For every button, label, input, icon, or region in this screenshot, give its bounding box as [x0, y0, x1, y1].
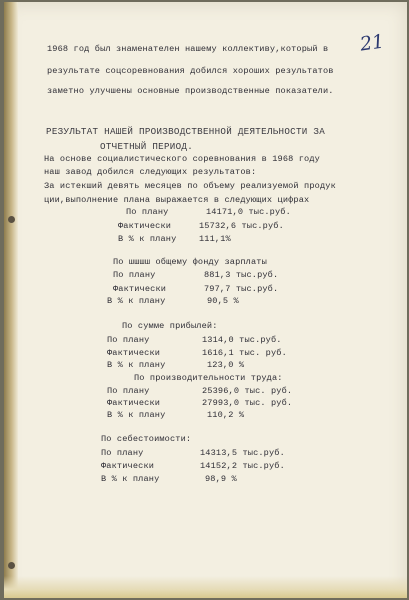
section-heading: ОТЧЕТНЫЙ ПЕРИОД.: [100, 141, 194, 152]
section-heading: РЕЗУЛЬТАТ НАШЕЙ ПРОИЗВОДСТВЕННОЙ ДЕЯТЕЛЬНОСТИ ЗА: [46, 126, 326, 137]
row-value: 27993,0 тыс. руб.: [202, 398, 293, 408]
row-label: По плану: [126, 207, 169, 217]
row-value: 111,1%: [199, 234, 231, 244]
binding-hole: [8, 562, 15, 569]
row-label: В % к плану: [107, 410, 166, 420]
row-label: В % к плану: [101, 474, 160, 484]
intro-line: заметно улучшены основные производственные показатели.: [47, 86, 334, 96]
lead-line: За истекший девять месяцев по объему реализуемой продук: [44, 181, 336, 191]
row-label: Фактически: [101, 461, 155, 471]
row-label: В % к плану: [107, 360, 166, 370]
page-stain: [4, 576, 407, 598]
row-value: 881,3 тыс.руб.: [204, 270, 279, 280]
intro-line: результате соцсоревнования добился хороших результатов: [47, 66, 334, 76]
binding-hole: [8, 216, 15, 223]
row-label: Фактически: [107, 348, 161, 358]
row-value: 1616,1 тыс. руб.: [202, 348, 287, 358]
row-value: 14152,2 тыс.руб.: [200, 461, 285, 471]
row-label: В % к плану: [118, 234, 177, 244]
row-value: 15732,6 тыс.руб.: [199, 221, 284, 231]
section-title: По производительности труда:: [134, 373, 283, 383]
row-value: 25396,0 тыс. руб.: [202, 386, 293, 396]
intro-line: 1968 год был знаменателен нашему коллективу,который в: [47, 44, 329, 54]
handwritten-page-number: 21: [358, 30, 386, 56]
row-label: Фактически: [118, 221, 172, 231]
row-value: 1314,0 тыс.руб.: [202, 335, 282, 345]
lead-line: наш завод добился следующих результатов:: [44, 167, 257, 177]
row-label: Фактически: [107, 398, 161, 408]
binding-edge: [4, 2, 18, 598]
lead-line: На основе социалистического соревнования в 1968 году: [44, 154, 320, 164]
row-label: По плану: [107, 386, 150, 396]
section-title: По сумме прибылей:: [122, 321, 218, 331]
row-value: 14313,5 тыс.руб.: [200, 448, 285, 458]
row-label: Фактически: [113, 284, 167, 294]
row-label: По плану: [113, 270, 156, 280]
row-label: По плану: [101, 448, 144, 458]
row-value: 110,2 %: [207, 410, 245, 420]
row-value: 797,7 тыс.руб.: [204, 284, 279, 294]
row-value: 90,5 %: [207, 296, 239, 306]
row-value: 123,0 %: [207, 360, 245, 370]
section-title: По шшшш общему фонду зарплаты: [113, 257, 267, 267]
row-label: В % к плану: [107, 296, 166, 306]
lead-line: ции,выполнение плана выражается в следующих цифрах: [44, 195, 310, 205]
section-title: По себестоимости:: [101, 434, 192, 444]
row-value: 14171,0 тыс.руб.: [206, 207, 291, 217]
document-page: [4, 2, 407, 598]
row-label: По плану: [107, 335, 150, 345]
row-value: 98,9 %: [205, 474, 237, 484]
